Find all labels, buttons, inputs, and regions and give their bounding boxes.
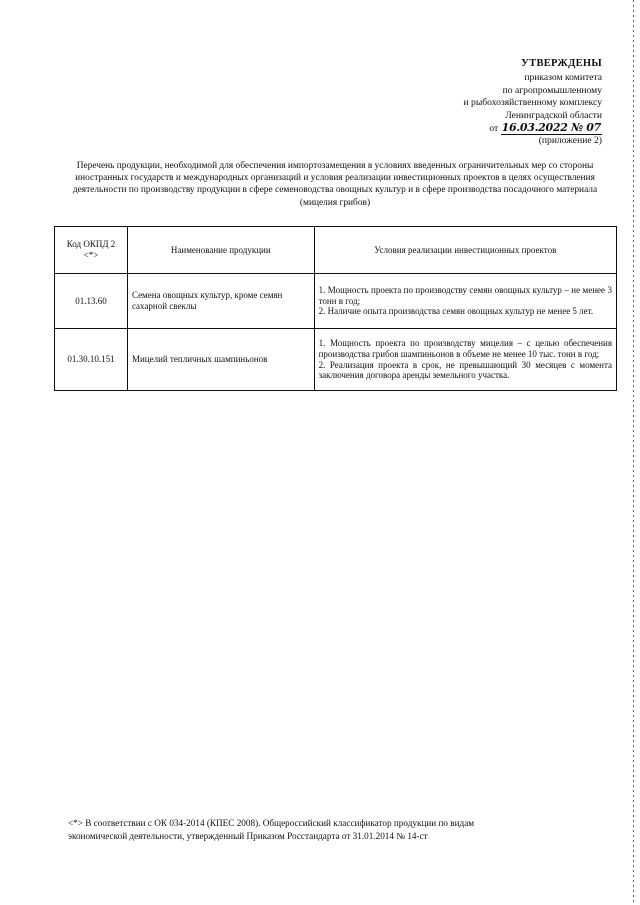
footnote <box>68 817 595 842</box>
table-row <box>55 274 617 329</box>
approval-title: УТВЕРЖДЕНЫ <box>521 58 602 69</box>
condition-item: 2. Реализация проекта в срок, не превышающий 30 месяцев с момента заключения договора аренды земельного участка. <box>318 359 612 381</box>
products-table <box>54 226 617 391</box>
approval-stamp <box>382 58 602 148</box>
table-header-row <box>55 227 617 274</box>
header-name: Наименование продукции <box>127 227 314 274</box>
footnote-line-2: экономической деятельности, утвержденный Приказом Росстандарта от 31.01.2014 № 14-ст <box>68 830 428 841</box>
row-conditions <box>314 329 616 391</box>
row-code: 01.30.10.151 <box>55 329 128 391</box>
row-conditions <box>314 274 616 329</box>
approval-line-2: по агропромышленному <box>502 84 602 96</box>
approval-appendix: (приложение 2) <box>538 135 602 147</box>
footnote-line-1: <*> В соответствии с ОК 034-2014 (КПЕС 2008). Общероссийский классификатор продукции по видам <box>68 818 475 828</box>
header-conditions: Условия реализации инвестиционных проектов <box>314 227 616 274</box>
approval-line-4: Ленинградской области <box>505 109 602 121</box>
approval-line-3: и рыбохозяйственному комплексу <box>463 97 602 109</box>
table-row <box>55 329 617 391</box>
row-code: 01.13.60 <box>55 274 128 329</box>
approval-date-prefix: от <box>489 123 499 135</box>
row-product-name: Мицелий тепличных шампиньонов <box>127 329 314 391</box>
condition-item: 1. Мощность проекта по производству мицелия – с целью обеспечения производства грибов шампиньонов в объеме не менее 10 тыс. тонн в год; <box>318 337 612 359</box>
condition-item: 2. Наличие опыта производства семян овощных культур не менее 5 лет. <box>318 306 594 317</box>
scan-edge-divider <box>633 0 634 905</box>
condition-item: 1. Мощность проекта по производству семян овощных культур – не менее 3 тонн в год; <box>318 284 612 306</box>
handwritten-date-signature: 16.03.2022 № 07 <box>501 121 601 135</box>
approval-line-1: приказом комитета <box>524 72 602 84</box>
approval-date-line <box>382 122 602 135</box>
header-code: Код ОКПД 2 <*> <box>55 227 128 274</box>
row-product-name: Семена овощных культур, кроме семян сахарной свеклы <box>127 274 314 329</box>
document-heading: Перечень продукции, необходимой для обеспечения импортозамещения в условиях введенных ограничительных мер со стороны иностранных государств и международных организаций и условия реализации инвестиционных проектов в целях осуществления деятельности по производству продукции в сфере семеноводства овощных культур и в сфере производства посадочного материала (мицелия грибов) <box>72 161 598 208</box>
